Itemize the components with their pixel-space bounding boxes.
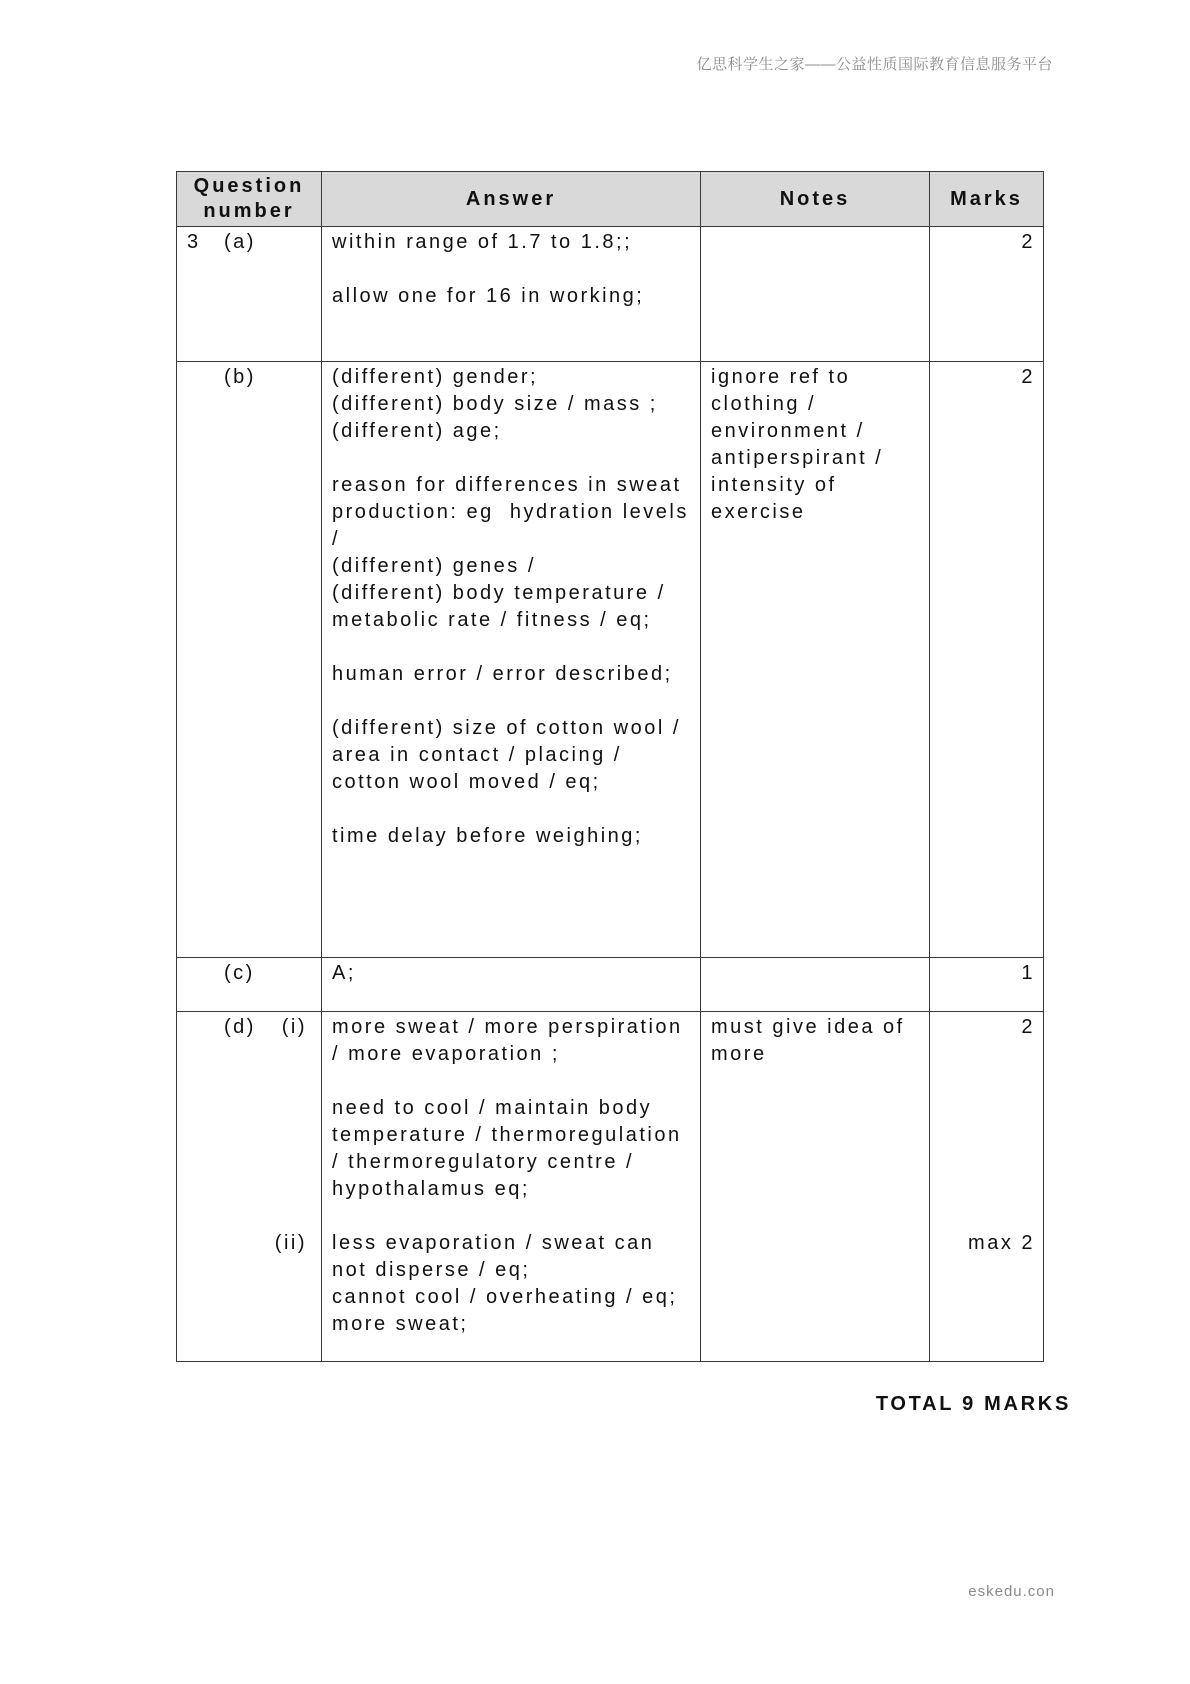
total-marks: TOTAL 9 MARKS <box>875 1393 1071 1415</box>
notes-cell-3a <box>701 227 930 362</box>
question-part: (d) <box>224 1016 256 1038</box>
answer-point <box>332 715 691 796</box>
answer-line: A; <box>332 962 356 984</box>
question-subpart: (i) <box>281 1016 307 1038</box>
answer-cell-3b <box>322 362 701 958</box>
marks-cell-3c <box>930 958 1044 1012</box>
answer-line: human error / error described; <box>332 663 673 685</box>
question-number-spacer <box>187 960 224 987</box>
marks-value: max 2 <box>968 1232 1035 1254</box>
marks-cell-3d <box>930 1012 1044 1362</box>
answer-point <box>332 1014 691 1068</box>
question-cell-3b <box>177 362 322 958</box>
answer-line: more sweat / more perspiration <box>332 1016 683 1038</box>
notes-point <box>711 1014 920 1068</box>
question-cell-3c <box>177 958 322 1012</box>
notes-cell-3c <box>701 958 930 1012</box>
question-part: (a) <box>224 231 256 253</box>
answer-line: need to cool / maintain body <box>332 1097 653 1119</box>
answer-point <box>332 661 691 688</box>
answer-point <box>332 1230 691 1338</box>
answer-point <box>332 1095 691 1203</box>
answer-line: not disperse / eq; <box>332 1259 531 1281</box>
answer-cell-3a <box>322 227 701 362</box>
answer-point <box>332 823 691 850</box>
answer-line: area in contact / placing / <box>332 744 622 766</box>
question-number-spacer <box>187 1014 224 1041</box>
answer-point <box>332 960 691 987</box>
answer-line: temperature / thermoregulation <box>332 1124 682 1146</box>
marks-value: 2 <box>1021 366 1035 388</box>
answer-line: production: eg hydration levels <box>332 501 689 523</box>
answer-line: hypothalamus eq; <box>332 1178 530 1200</box>
site-watermark: 亿思科学生之家——公益性质国际教育信息服务平台 <box>696 56 1053 73</box>
notes-line: clothing / <box>711 393 817 415</box>
answer-point <box>332 229 691 256</box>
header-answer: Answer <box>322 172 701 227</box>
answer-line: (different) genes / <box>332 555 536 577</box>
answer-cell-3c <box>322 958 701 1012</box>
answer-point <box>332 472 691 634</box>
notes-line: intensity of <box>711 474 837 496</box>
question-line <box>187 1230 307 1257</box>
answer-line: cannot cool / overheating / eq; <box>332 1286 678 1308</box>
answer-point <box>332 283 691 310</box>
answer-line: within range of 1.7 to 1.8;; <box>332 231 633 253</box>
answer-point <box>332 364 691 445</box>
mark-scheme-table <box>176 171 1044 1362</box>
notes-line: environment / <box>711 420 865 442</box>
header-question-number: Question number <box>177 172 322 227</box>
question-line <box>187 229 307 256</box>
marks-value: 2 <box>1021 1016 1035 1038</box>
answer-line: (different) body temperature / <box>332 582 666 604</box>
footer-site-name: eskedu.con <box>968 1583 1055 1600</box>
answer-cell-3d <box>322 1012 701 1362</box>
answer-line: / thermoregulatory centre / <box>332 1151 635 1173</box>
answer-line: cotton wool moved / eq; <box>332 771 601 793</box>
question-part: (c) <box>224 962 255 984</box>
marks-value: 1 <box>1021 962 1035 984</box>
question-line <box>187 364 307 391</box>
question-subpart: (ii) <box>274 1232 307 1254</box>
notes-line: ignore ref to <box>711 366 851 388</box>
answer-line: (different) age; <box>332 420 502 442</box>
notes-cell-3b <box>701 362 930 958</box>
header-marks: Marks <box>930 172 1044 227</box>
answer-line: (different) size of cotton wool / <box>332 717 681 739</box>
answer-line: reason for differences in sweat <box>332 474 682 496</box>
header-notes: Notes <box>701 172 930 227</box>
marks-cell-3a <box>930 227 1044 362</box>
question-number-spacer <box>187 364 224 391</box>
answer-line: (different) body size / mass ; <box>332 393 658 415</box>
notes-point <box>711 364 920 526</box>
answer-line: / more evaporation ; <box>332 1043 560 1065</box>
question-cell-3a <box>177 227 322 362</box>
answer-line: allow one for 16 in working; <box>332 285 645 307</box>
notes-line: more <box>711 1043 767 1065</box>
answer-line: / <box>332 528 341 550</box>
question-cell-3d <box>177 1012 322 1362</box>
question-line <box>187 960 307 987</box>
marks-cell-3b <box>930 362 1044 958</box>
answer-line: time delay before weighing; <box>332 825 643 847</box>
answer-line: (different) gender; <box>332 366 539 388</box>
answer-line: more sweat; <box>332 1313 469 1335</box>
answer-line: metabolic rate / fitness / eq; <box>332 609 652 631</box>
notes-cell-3d <box>701 1012 930 1362</box>
notes-line: must give idea of <box>711 1016 905 1038</box>
question-line <box>187 1014 307 1041</box>
notes-line: exercise <box>711 501 806 523</box>
question-number: 3 <box>187 231 201 253</box>
answer-line: less evaporation / sweat can <box>332 1232 655 1254</box>
question-part: (b) <box>224 366 256 388</box>
notes-line: antiperspirant / <box>711 447 884 469</box>
marks-value: 2 <box>1021 231 1035 253</box>
